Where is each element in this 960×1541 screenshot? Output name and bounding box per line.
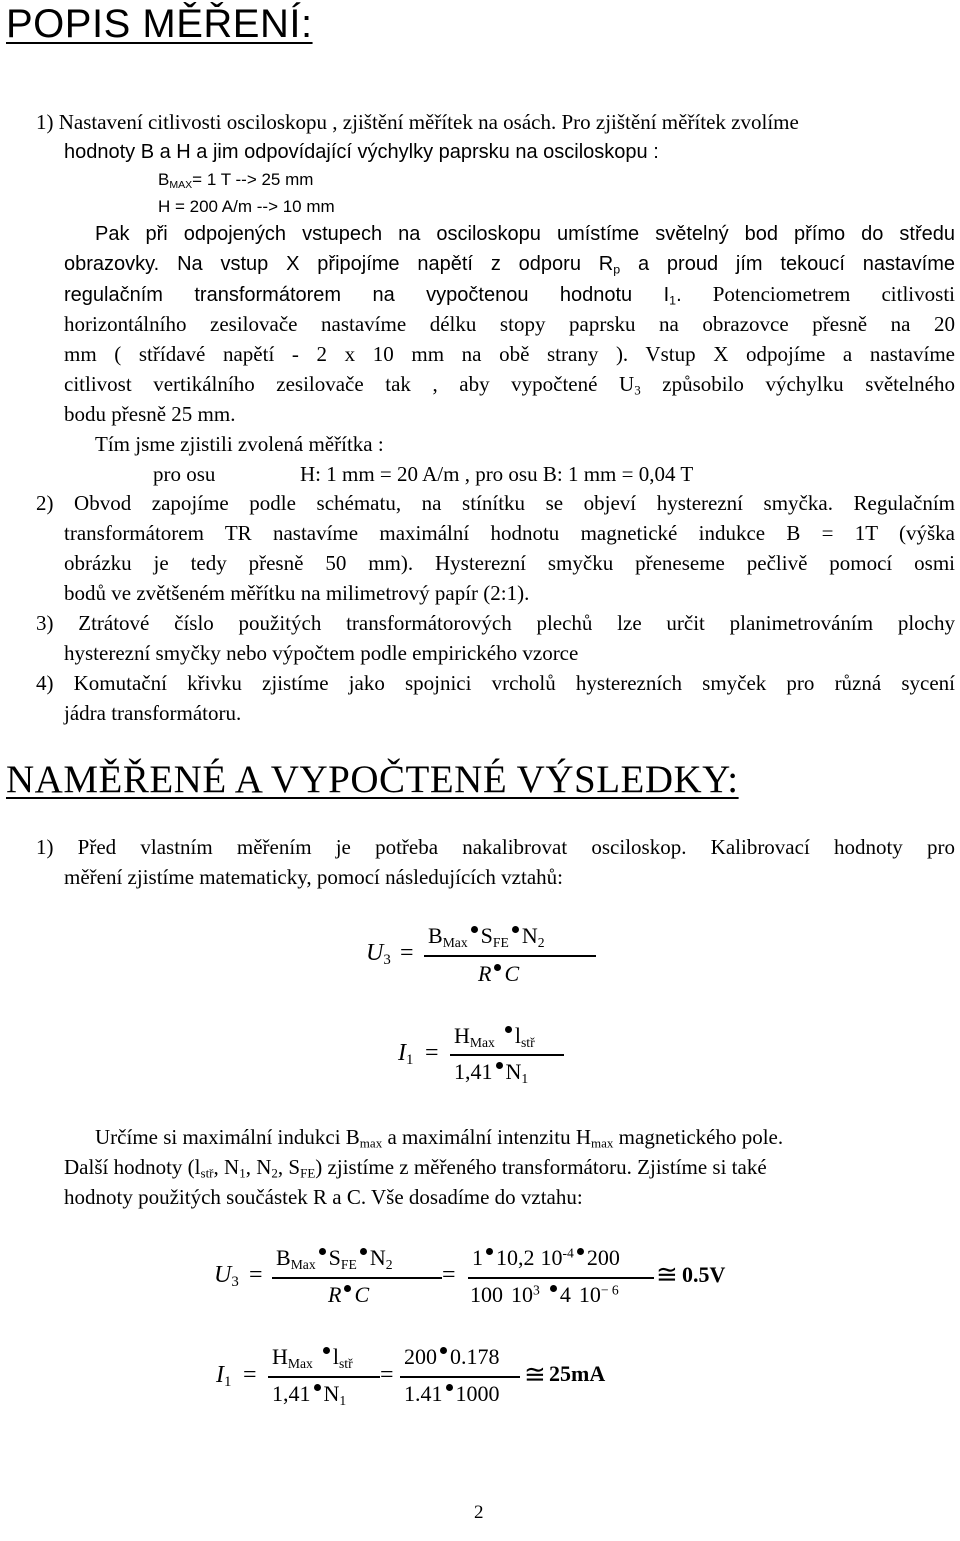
symbol: C [504,961,520,986]
number: 10 [511,1282,533,1307]
symbolic-numerator [276,1245,393,1271]
subscript: max [591,1135,614,1151]
number: 1000 [455,1381,500,1406]
subscript: 2 [385,1256,393,1272]
multiply-dot [344,1285,351,1292]
paragraph-1-line-12: Tím jsme zjistili zvolená měřítka : [95,432,384,456]
subscript: 3 [231,1274,239,1291]
exponent: -4 [562,1245,574,1261]
step-2-line-3 [64,548,955,578]
para-text: 1) Před vlastním měřením je potřeba nakalibrovat osciloskop. Kalibrovací hodnoty pro [36,835,955,859]
text-run: a proud jím tekoucí nastavíme [620,253,955,275]
subscript: FE [300,1165,316,1181]
subscript: FE [340,1256,357,1272]
number: 1 [472,1245,483,1270]
subscript: max [359,1135,383,1151]
results-line-2: měření zjistíme matematicky, pomocí následujících vztahů: [64,865,563,889]
formula-numerator [428,923,545,949]
text-run: Určíme si maximální indukci B [95,1125,360,1149]
para-text: 3) Ztrátové číslo použitých transformátorových plechů lze určit planimetrováním plochy [36,611,955,635]
numeric-numerator [404,1344,500,1370]
formula-numerator [454,1023,535,1049]
subscript: Max [469,1034,495,1050]
step-4-line-1 [36,668,955,698]
formula-lhs [398,1040,413,1067]
multiply-dot [486,1248,493,1255]
multiply-dot [360,1248,367,1255]
symbol: l [332,1344,339,1369]
fraction-bar [268,1376,380,1378]
equals-sign: = [243,1362,257,1388]
section-heading-results: NAMĚŘENÉ A VYPOČTENÉ VÝSLEDKY: [6,758,739,801]
symbol: N [521,923,538,948]
number: 1,41 [272,1381,311,1406]
number: 10,2 [496,1245,535,1270]
multiply-dot [446,1384,453,1391]
subscript: 2 [271,1165,278,1181]
bmax-symbol: B [158,170,170,189]
fraction-bar [272,1277,442,1279]
para-text: mm ( střídavé napětí - 2 x 10 mm na obě strany ). Vstup X odpojíme a nastavíme [64,342,955,366]
text-run: ) zjistíme z měřeného transformátoru. Zjistíme si také [315,1155,767,1179]
h-setting: H = 200 A/m --> 10 mm [158,197,335,216]
multiply-dot [496,1062,503,1069]
symbolic-denominator [328,1282,369,1308]
number: 200 [586,1245,620,1270]
equals-sign: = [249,1262,263,1288]
subscript: 1 [339,1392,347,1408]
paragraph-1-line-11: bodu přesně 25 mm. [64,402,236,426]
symbol: H [272,1344,288,1369]
equals-sign: = [425,1040,439,1066]
after-formula-line-2 [64,1152,767,1182]
subscript: 1 [521,1070,529,1086]
symbol: R [478,961,492,986]
numeric-denominator [404,1381,500,1407]
paragraph-1-line-7 [64,279,955,310]
equals-sign-2: = [442,1262,456,1288]
step-4-line-2: jádra transformátoru. [64,701,242,725]
numeric-denominator [470,1282,619,1308]
formula-lhs [216,1362,231,1389]
para-text: 1) Nastavení citlivosti osciloskopu , zjištění měřítek na osách. Pro zjištění měřítek zvolíme [36,110,799,134]
text-run: obrazovky. Na vstup X připojíme napětí z odporu R [64,253,614,275]
fraction-bar [424,955,596,957]
para-text: 2) Obvod zapojíme podle schématu, na stínítku se objeví hysterezní smyčka. Regulačním [36,491,955,515]
section-heading-popis: POPIS MĚŘENÍ: [6,2,313,46]
number: 1,41 [454,1059,493,1084]
bmax-subscript: MAX [169,178,193,191]
symbol: B [276,1245,291,1270]
multiply-dot [512,926,519,933]
text-run: , N [245,1155,272,1179]
text-run: Potenciometrem citlivosti [681,282,955,306]
formula-denominator [478,961,519,987]
text-run: Další hodnoty (l [64,1155,201,1179]
multiply-dot [494,964,501,971]
fraction-bar [400,1376,520,1378]
para-text [64,249,955,279]
page-number: 2 [474,1502,484,1523]
results-line-1 [36,832,955,862]
para-text: 4) Komutační křivku zjistíme jako spojnici vrcholů hysterezních smyček pro různá sycení [36,671,955,695]
subscript: 3 [634,382,641,398]
exponent: − 6 [600,1282,619,1298]
paragraph-1-line-8 [64,309,955,339]
number: 10 [540,1245,563,1270]
subscript: 2 [537,934,545,950]
subscript: p [613,262,621,277]
multiply-dot [550,1285,557,1292]
step-2-line-4: bodů ve zvětšeném měřítku na milimetrový papír (2:1). [64,581,530,605]
symbol: N [505,1059,522,1084]
paragraph-1-line-1 [36,107,799,137]
subscript: FE [492,934,509,950]
symbol: S [480,923,493,948]
exponent: 3 [533,1282,540,1298]
formula-denominator [454,1059,528,1085]
result-value: 25mA [549,1361,606,1386]
step-2-line-2 [64,518,955,548]
number: 200 [404,1344,437,1369]
number: 10 [578,1282,601,1307]
bmax-setting [158,165,313,195]
after-formula-line-1 [95,1122,783,1152]
formula-lhs [366,940,391,967]
step-3-line-1 [36,608,955,638]
symbol: U [366,940,384,966]
paragraph-1-line-2: hodnoty B a H a jim odpovídající výchylky paprsku na osciloskopu : [64,141,659,163]
symbol: I [398,1040,406,1066]
symbol: N [323,1381,340,1406]
fraction-bar [468,1277,654,1279]
para-text: obrázku je tedy přesně 50 mm). Hysterezní smyčku přeneseme pečlivě pomocí osmi [64,551,955,575]
subscript: 1 [239,1165,246,1181]
multiply-dot [471,926,478,933]
multiply-dot [440,1347,447,1354]
approx-sign: ≅ [524,1360,546,1389]
subscript: 3 [383,952,391,969]
subscript: Max [442,934,468,950]
step-3-line-2: hysterezní smyčky nebo výpočtem podle empirického vzorce [64,641,579,665]
para-text: Pak při odpojených vstupech na osciloskopu umístíme světelný bod přímo do středu [95,223,955,245]
text-run: magnetického pole. [613,1125,784,1149]
after-formula-line-3: hodnoty použitých součástek R a C. Vše dosadíme do vztahu: [64,1185,583,1209]
multiply-dot [319,1248,326,1255]
symbol: C [354,1282,370,1307]
paragraph-1-line-6 [64,249,955,279]
symbolic-numerator [272,1344,353,1370]
subscript: Max [287,1355,313,1371]
subscript: Max [290,1256,316,1272]
scale-values: H: 1 mm = 20 A/m , pro osu B: 1 mm = 0,04 T [300,462,694,486]
symbol: B [428,923,443,948]
symbol: l [514,1023,521,1048]
symbol: H [454,1023,470,1048]
symbol: R [328,1282,342,1307]
text-run: regulačním transformátorem na vypočtenou hodnotu I [64,284,670,306]
subscript: stř [521,1034,535,1050]
subscript: 1 [224,1374,232,1391]
paragraph-1-line-9 [64,339,955,369]
number: 1.41 [404,1381,443,1406]
paragraph-1-line-5 [95,219,955,249]
para-text: transformátorem TR nastavíme maximální hodnotu magnetické indukce B = 1T (výška [64,521,955,545]
equals-sign-2: = [380,1362,394,1388]
number: 0.178 [450,1344,500,1369]
number: 100 [470,1282,503,1307]
symbol: S [328,1245,341,1270]
multiply-dot [505,1026,512,1033]
scale-axis-label: pro osu [153,462,216,486]
number: 4 [559,1282,571,1307]
para-text [64,279,955,310]
text-run: způsobilo výchylku světelného [640,372,955,396]
equals-sign: = [400,940,414,966]
symbol: I [216,1362,224,1388]
symbol: N [369,1245,386,1270]
multiply-dot [314,1384,321,1391]
multiply-dot [577,1248,584,1255]
multiply-dot [323,1347,330,1354]
symbolic-denominator [272,1381,346,1407]
result-value: 0.5V [682,1262,726,1287]
para-text [64,369,955,399]
paragraph-1-line-10 [64,369,955,399]
text-run: citlivost vertikálního zesilovače tak , aby vypočtené U [64,372,635,396]
subscript: stř [339,1355,353,1371]
numeric-numerator [472,1245,620,1271]
step-2-line-1 [36,488,955,518]
fraction-bar [450,1054,564,1056]
approx-sign: ≅ [656,1260,678,1289]
subscript: 1 [669,293,677,308]
text-run: , S [277,1155,301,1179]
formula-lhs [214,1262,239,1289]
text-run: . [676,284,682,306]
subscript: 1 [406,1052,414,1069]
text-run: , N [213,1155,240,1179]
symbol: U [214,1262,232,1288]
para-text: horizontálního zesilovače nastavíme délku stopy paprsku na obrazovce přesně na 20 [64,312,955,336]
subscript: stř [200,1165,214,1181]
text-run: a maximální intenzitu H [382,1125,591,1149]
bmax-value: = 1 T --> 25 mm [192,170,314,189]
